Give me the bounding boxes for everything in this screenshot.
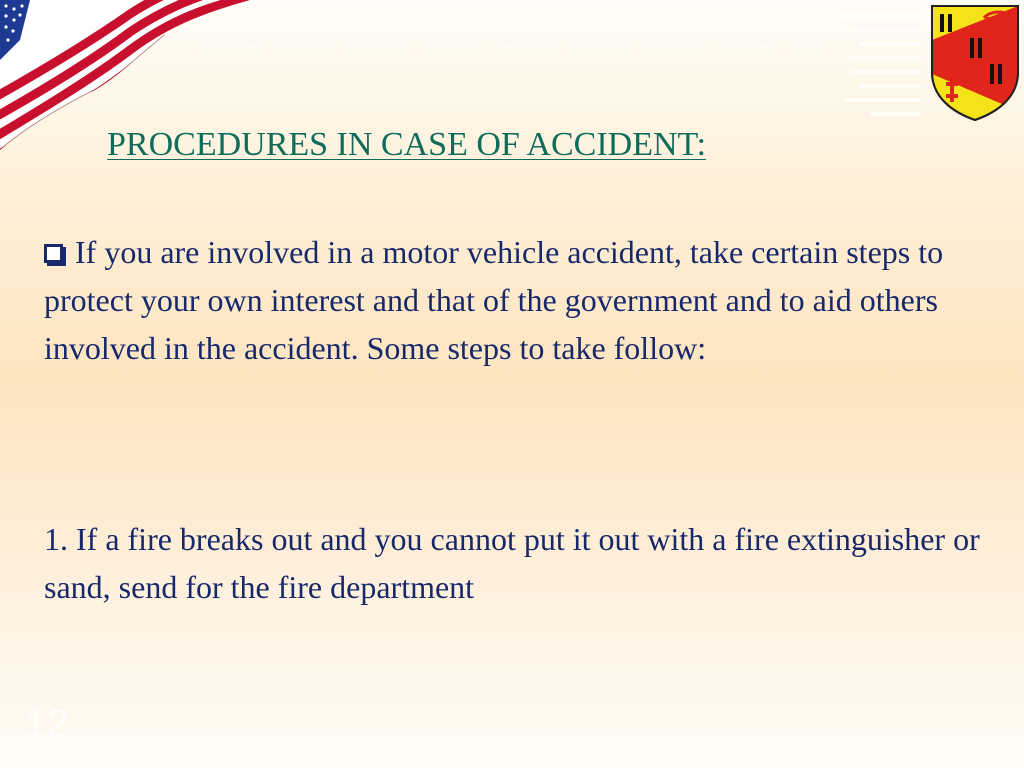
slide-title: PROCEDURES IN CASE OF ACCIDENT: <box>107 126 707 163</box>
hollow-square-bullet-icon <box>44 244 63 263</box>
step-1-paragraph: 1. If a fire breaks out and you cannot put it out with a fire extinguisher or sand, send for the fire department <box>44 521 980 605</box>
intro-text: If you are involved in a motor vehicle accident, take certain steps to protect your own interest and that of the government and to aid others involved in the accident. Some steps to take follow: <box>44 234 944 366</box>
unit-crest-icon <box>928 2 1022 122</box>
intro-paragraph <box>44 228 1004 372</box>
slide-number: 12 <box>24 702 69 746</box>
